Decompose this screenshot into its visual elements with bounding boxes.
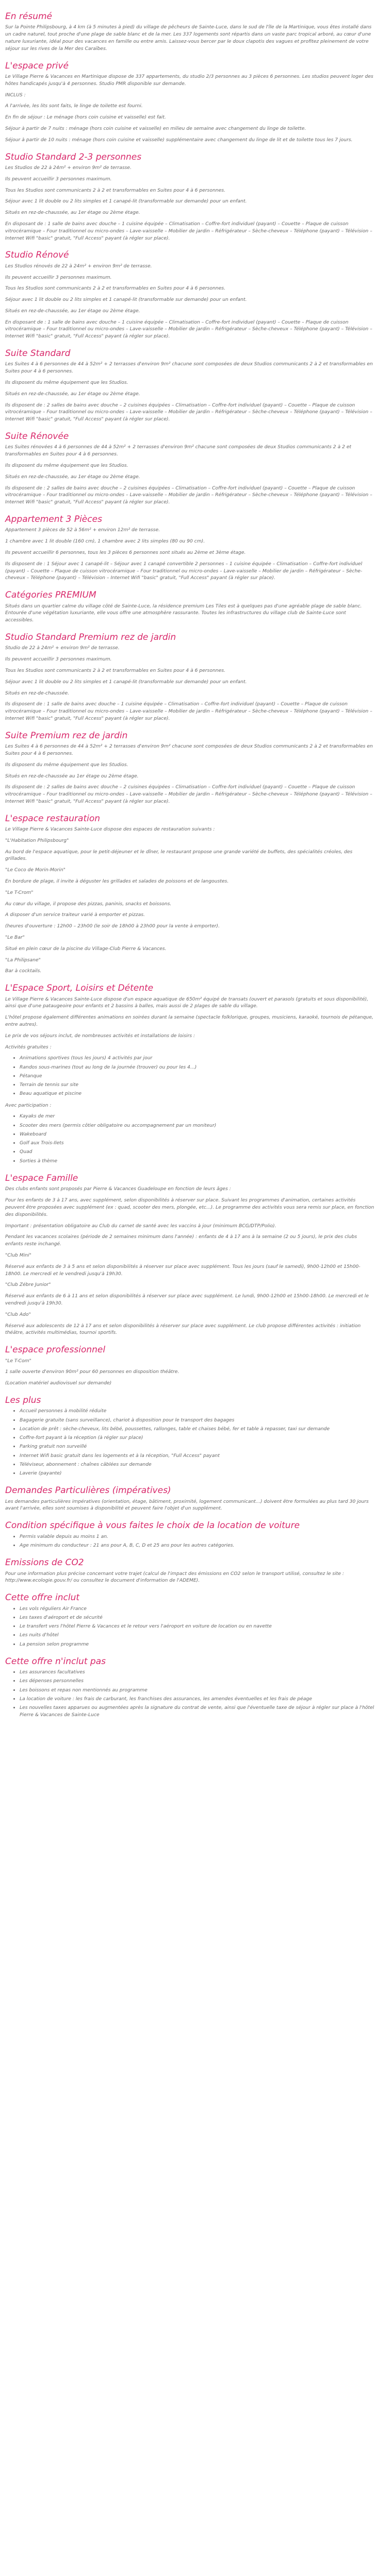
- paragraph: En disposant de : 1 salle de bains avec douche – 1 cuisine équipée – Climatisation – Coffre-fort individuel (payant) – Couette – Plaque de cuisson vitrocéramique – Four traditionnel ou micro-ondes – Lave-vaisselle – Mobilier de jardin – Réfrigérateur – Sèche-cheveux – Téléphone (payant) – Télévision – Internet Wifi "basic" gratuit, "Full Access" payant (à régler sur place).: [5, 319, 372, 340]
- list-item: • Les dépenses personnelles: [20, 1677, 376, 1685]
- section-suite-standard: [5, 348, 376, 423]
- paragraph: Tous les Studios sont communicants 2 à 2 et transformables en Suites pour 4 à 6 personnes.: [5, 285, 225, 292]
- section-lespace-famille: [5, 1173, 376, 1336]
- list-item: • La location de voiture : les frais de carburant, les franchises des assurances, les amendes éventuelles et les frais de péage: [20, 1696, 376, 1703]
- paragraph: 1 chambre avec 1 lit double (160 cm), 1 chambre avec 2 lits simples (80 ou 90 cm).: [5, 538, 205, 545]
- paragraph: Ils disposent de : 1 Séjour avec 1 canapé-lit – Séjour avec 1 canapé convertible 2 personnes – 1 cuisine équipée – Climatisation – Coffre-fort individuel (payant) – Couette – Plaque de cuisson vitrocéramique – Four traditionnel ou micro-ondes – Lave-vaisselle – Mobilier de jardin – Réfrigérateur – Sèche-cheveux – Téléphone (payant) – Télévision – Internet Wifi "basic" gratuit, "Full Access" payant (à régler sur place).: [5, 561, 363, 581]
- paragraph: Les Suites 4 à 6 personnes de 44 à 52m² + 2 terrasses d'environ 9m² chacune sont composées de deux Studios communicants 2 à 2 et transformables en Suites pour 4 à 6 personnes.: [5, 361, 373, 375]
- list-item: • Les boissons et repas non mentionnés au programme: [20, 1687, 376, 1694]
- paragraph: A disposer d'un service traiteur varié à emporter et pizzas.: [5, 912, 145, 918]
- list-item: • Coffre-fort payant à la réception (à régler sur place): [20, 1434, 376, 1442]
- paragraph: Studio de 22 à 24m² + environ 9m² de terrasse.: [5, 645, 120, 651]
- paragraph: Ils disposent de : 2 salles de bains avec douche – 2 cuisines équipées – Climatisation – Coffre-fort individuel (payant) – Couette – Plaque de cuisson vitrocéramique – Four traditionnel ou micro-ondes – Lave-vaisselle – Mobilier de jardin – Réfrigérateur – Sèche-cheveux – Téléphone (payant) – Télévision – Internet Wifi "basic" gratuit, "Full Access" payant (à régler sur place).: [5, 784, 372, 804]
- section-lespace-professionnel: [5, 1345, 376, 1387]
- paragraph: Ils peuvent accueillir 3 personnes maximum.: [5, 274, 112, 280]
- list-item: • Accueil personnes à mobilité réduite: [20, 1408, 376, 1415]
- paragraph: "Le Coco de Morin-Morin": [5, 867, 66, 873]
- paragraph: Ils peuvent accueillir 3 personnes maximum.: [5, 656, 112, 663]
- section-title: Studio Rénové: [5, 250, 69, 261]
- section-title: Suite Premium rez de jardin: [5, 730, 128, 741]
- list-item: • Le transfert vers l'hôtel Pierre & Vacances et le retour vers l'aéroport en voiture de location ou en navette: [20, 1623, 376, 1630]
- paragraph: Tous les Studios sont communicants 2 à 2 et transformables en Suites pour 4 à 6 personnes.: [5, 667, 225, 673]
- section-categories-premium: [5, 590, 376, 624]
- paragraph: A l'arrivée, les lits sont faits, le linge de toilette est fourni.: [5, 103, 143, 109]
- paragraph: Ils disposent du même équipement que les Studios.: [5, 761, 128, 768]
- paragraph: Les Studios rénovés de 22 à 24m² + environ 9m² de terrasse.: [5, 263, 152, 269]
- bullet-list: [5, 1113, 376, 1165]
- paragraph: Les Suites 4 à 6 personnes de 44 à 52m² + 2 terrasses d'environ 9m² chacune sont composées de deux Studios communicants 2 à 2 et transformables en Suites pour 4 à 6 personnes.: [5, 743, 373, 756]
- paragraph: Les Suites rénovées 4 à 6 personnes de 44 à 52m² + 2 terrasses d'environ 9m² chacune sont composées de deux Studios communicants 2 à 2 et transformables en Suites pour 4 à 6 personnes.: [5, 444, 352, 457]
- section-les-plus: [5, 1395, 376, 1477]
- section-lespace-restauration: [5, 814, 376, 975]
- list-item: • Les vols réguliers Air France: [20, 1605, 376, 1613]
- paragraph: Le Village Pierre & Vacances Sainte-Luce dispose d'un espace aquatique de 650m² équipé de transats (ouvert et parasols (gratuits et sous disponibilité), ainsi que d'une pataugeoire pour enfants et 2 bassins à balles, mais aussi de 2 plages de sable du village.: [5, 996, 368, 1009]
- section-cette-offre-ninclut-pas: [5, 1656, 376, 1719]
- paragraph: Situés en rez-de-chaussée, au 1er étage ou 2ème étage.: [5, 473, 140, 480]
- section-title: Studio Standard 2-3 personnes: [5, 151, 142, 162]
- paragraph: Le Village Pierre & Vacances Sainte-Luce dispose des espaces de restauration suivants :: [5, 826, 215, 833]
- paragraph: "La Philipsane": [5, 957, 41, 963]
- paragraph: Ils disposent du même équipement que les Studios.: [5, 463, 128, 469]
- list-item: • Randos sous-marines (tout au long de la journée (trouver) ou pour les 4...): [20, 1064, 376, 1071]
- paragraph: Ils disposent de : 2 salles de bains avec douche – 2 cuisines équipées – Climatisation – Coffre-fort individuel (payant) – Couette – Plaque de cuisson vitrocéramique – Four traditionnel ou micro-ondes – Lave-vaisselle – Mobilier de jardin – Réfrigérateur – Sèche-cheveux – Téléphone (payant) – Télévision – Internet Wifi "basic" gratuit, "Full Access" payant (à régler sur place).: [5, 402, 372, 422]
- list-item: • Les nuits d'hôtel: [20, 1632, 376, 1639]
- list-item: • Les assurances facultatives: [20, 1669, 376, 1676]
- paragraph: Réservé aux enfants de 3 à 5 ans et selon disponibilités à réserver sur place avec supplément. Tous les jours (sauf le samedi), 9h00-12h00 et 15h00-18h00. Le mercredi et le vendredi jusqu'à 19h30.: [5, 1263, 361, 1277]
- section-suite-renovee: [5, 431, 376, 506]
- section-lespace-sport: [5, 983, 376, 1165]
- paragraph: Ils peuvent accueillir 3 personnes maximum.: [5, 176, 112, 182]
- paragraph: Les demandes particulières impératives (orientation, étage, bâtiment, proximité, logement communicant…) doivent être formulées au plus tard 30 jours avant l'arrivée, elles sont soumises à disponibilité et peuvent faire l'objet d'un supplément.: [5, 1498, 369, 1512]
- paragraph: Appartement 3 pièces de 52 à 56m² + environ 12m² de terrasse.: [5, 527, 160, 533]
- list-item: • Parking gratuit non surveillé: [20, 1443, 376, 1450]
- paragraph: Situés en rez-de-chaussée.: [5, 690, 70, 696]
- paragraph: (Location matériel audiovisuel sur demande): [5, 1380, 112, 1386]
- paragraph: "Le Bar": [5, 935, 25, 941]
- list-item: • Animations sportives (tous les jours) 4 activités par jour: [20, 1055, 376, 1062]
- paragraph: En bordure de plage, il invite à déguster les grillades et salades de poissons et de langoustes.: [5, 878, 229, 885]
- paragraph: Situés dans un quartier calme du village côté de Sainte-Luce, la résidence premium Les Tiles est à quelques pas d'une agréable plage de sable blanc. Entourée d'une végétation luxuriante, elle vous offre une atmosphère rassurante. Toutes les infrastructures du village club de Sainte-Luce sont accessibles.: [5, 603, 362, 623]
- paragraph: "Club Ado": [5, 1311, 31, 1317]
- paragraph: Séjour avec 1 lit double ou 2 lits simples et 1 canapé-lit (transformable sur demande) pour un enfant.: [5, 198, 247, 205]
- section-appartement-3-pieces: [5, 514, 376, 582]
- section-title: Cette offre inclut: [5, 1592, 80, 1603]
- bullet-list: [5, 1533, 376, 1550]
- paragraph: En fin de séjour : Le ménage (hors coin cuisine et vaisselle) est fait.: [5, 114, 166, 121]
- section-title: Les plus: [5, 1395, 41, 1405]
- section-title: L'Espace Sport, Loisirs et Détente: [5, 983, 154, 994]
- section-studio-standard: [5, 152, 376, 242]
- paragraph: Ils disposent de : 1 salle de bains avec douche – 1 cuisine équipée – Climatisation – Coffre-fort individuel (payant) – Couette – Plaque de cuisson vitrocéramique – Four traditionnel ou micro-ondes – Lave-vaisselle – Mobilier de jardin – Réfrigérateur – Sèche-cheveux – Téléphone (payant) – Télévision – Internet Wifi "basic" gratuit, "Full Access" payant (à régler sur place).: [5, 701, 372, 721]
- section-cette-offre-inclut: [5, 1592, 376, 1648]
- paragraph: Au cœur du village, il propose des pizzas, paninis, snacks et boissons.: [5, 901, 172, 907]
- section-emissions-co2: [5, 1557, 376, 1584]
- paragraph: Ils peuvent accueillir 6 personnes, tous les 3 pièces 6 personnes sont situés au 2ème et 3ème étage.: [5, 550, 246, 555]
- paragraph: En disposant de : 1 salle de bains avec douche – 1 cuisine équipée – Climatisation – Coffre-fort individuel (payant) – Couette – Plaque de cuisson vitrocéramique – Four traditionnel ou micro-ondes – Lave-vaisselle – Mobilier de jardin – Réfrigérateur – Sèche-cheveux – Téléphone (payant) – Télévision – Internet Wifi "basic" gratuit, "Full Access" payant (à régler sur place).: [5, 221, 372, 241]
- list-item: • Quad: [20, 1148, 376, 1156]
- paragraph: Au bord de l'espace aquatique, pour le petit-déjeuner et le dîner, le restaurant propose une grande variété de buffets, des spécialités créoles, des grillades.: [5, 849, 353, 862]
- paragraph: Bar à cocktails.: [5, 968, 42, 974]
- section-title: Suite Standard: [5, 348, 71, 359]
- paragraph: Important : présentation obligatoire au Club du carnet de santé avec les vaccins à jour (minimum BCG/DTP/Polio).: [5, 1223, 276, 1229]
- section-title: Condition spécifique à vous faites le choix de la location de voiture: [5, 1520, 300, 1531]
- list-item: • Beau aquatique et piscine: [20, 1090, 376, 1097]
- paragraph: Des clubs enfants sont proposés par Pierre & Vacances Guadeloupe en fonction de leurs âges :: [5, 1186, 231, 1192]
- paragraph: Avec participation :: [5, 1102, 52, 1108]
- paragraph: "Club Zébre Junior": [5, 1282, 51, 1288]
- list-item: • Wakeboard: [20, 1131, 376, 1138]
- paragraph: Situés en rez-de-chaussée, au 1er étage ou 2ème étage.: [5, 210, 140, 216]
- section-title: L'espace privé: [5, 60, 69, 71]
- bullet-list: [5, 1055, 376, 1097]
- paragraph: Situés en rez-de-chaussée, au 1er étage ou 2ème étage.: [5, 308, 140, 314]
- paragraph: "Club Mini": [5, 1252, 31, 1258]
- section-condition-location: [5, 1520, 376, 1549]
- list-item: • Location de prêt : sèche-cheveux, lits bébé, poussettes, rallonges, table et chaises bébé, fer et table à repasser, taxi sur demande: [20, 1426, 376, 1433]
- paragraph: 1 salle ouverte d'environ 90m² pour 60 personnes en disposition théâtre.: [5, 1369, 180, 1375]
- paragraph: Le Village Pierre & Vacances en Martinique dispose de 337 appartements, du studio 2/3 personnes au 3 pièces 6 personnes. Les studios peuvent loger des hôtes handicapés jusqu'à 4 personnes. Studio PMR disponible sur demande.: [5, 73, 373, 87]
- section-title: Suite Rénovée: [5, 431, 69, 442]
- section-title: Catégories PREMIUM: [5, 590, 96, 601]
- section-lespace-prive: [5, 61, 376, 144]
- list-item: • Kayaks de mer: [20, 1113, 376, 1120]
- list-item: • Internet Wifi basic gratuit dans les logements et à la réception, "Full Access" payant: [20, 1452, 376, 1460]
- section-title: L'espace restauration: [5, 813, 101, 824]
- list-item: • Les taxes d'aéroport et de sécurité: [20, 1614, 376, 1621]
- list-item: • Golf aux Trois-Ilets: [20, 1140, 376, 1147]
- paragraph: Sur la Pointe Philipsbourg, à 4 km (à 5 minutes à pied) du village de pêcheurs de Sainte-Luce, dans le sud de l'île de la Martinique, vous êtes installé dans un cadre naturel, tout proche d'une plage de sable blanc et de la mer. Les 337 logements sont répartis dans un vaste parc tropical arboré, au cœur d'une nature luxuriante, idéal pour des vacances en famille ou entre amis. Laissez-vous bercer par le doux clapotis des vagues et profitez pleinement de votre séjour sur les rives de la Mer des Caraïbes.: [5, 24, 372, 52]
- section-suite-premium: [5, 731, 376, 805]
- paragraph: Séjour avec 1 lit double ou 2 lits simples et 1 canapé-lit (transformable sur demande) pour un enfant.: [5, 297, 247, 303]
- bullet-list: [5, 1605, 376, 1648]
- paragraph: "Le T-Com": [5, 1358, 31, 1364]
- paragraph: Ils disposent du même équipement que les Studios.: [5, 380, 128, 386]
- paragraph: Réservé aux adolescents de 12 à 17 ans et selon disponibilités à réserver sur place avec supplément. Le club propose différentes activités : initiation théâtre, activités multimédias, tournoi sportifs.: [5, 1323, 361, 1336]
- section-demandes-particulieres: [5, 1485, 376, 1512]
- paragraph: Tous les Studios sont communicants 2 à 2 et transformables en Suites pour 4 à 6 personnes.: [5, 187, 225, 193]
- section-title: Studio Standard Premium rez de jardin: [5, 632, 176, 642]
- paragraph: INCLUS :: [5, 92, 26, 98]
- section-title: En résumé: [5, 11, 53, 22]
- paragraph: "Le T-Crom": [5, 889, 34, 895]
- list-item: • Téléviseur, abonnement : chaînes câblées sur demande: [20, 1461, 376, 1468]
- paragraph: Réservé aux enfants de 6 à 11 ans et selon disponibilités à réserver sur place avec supplément. Le lundi, 9h00-12h00 et 15h00-18h00. Le mercredi et le vendredi jusqu'à 19h30.: [5, 1293, 369, 1306]
- paragraph: Activités gratuites :: [5, 1044, 52, 1050]
- paragraph: Ils disposent de : 2 salles de bains avec douche – 2 cuisines équipées – Climatisation – Coffre-fort individuel (payant) – Couette – Plaque de cuisson vitrocéramique – Four traditionnel ou micro-ondes – Lave-vaisselle – Mobilier de jardin – Réfrigérateur – Sèche-cheveux – Téléphone (payant) – Télévision – Internet Wifi "basic" gratuit, "Full Access" payant (à régler sur place).: [5, 485, 372, 505]
- paragraph: (heures d'ouverture : 12h00 – 23h00 (le soir de 18h00 à 23h00 pour la vente à emporter).: [5, 923, 220, 929]
- paragraph: Pendant les vacances scolaires (période de 2 semaines minimum dans l'année) : enfants de 4 à 17 ans à la semaine (2 ou 5 jours), le prix des clubs enfants reste inchangé.: [5, 1234, 357, 1247]
- section-studio-standard-premium: [5, 632, 376, 722]
- bullet-list: [5, 1669, 376, 1719]
- paragraph: Pour une information plus précise concernant votre trajet (calcul de l'impact des émissions en CO2 selon le transport utilisé, consultez le site : http://www.ecologie.gouv.fr/ ou consultez le document d'information de l'ADEME).: [5, 1570, 344, 1584]
- list-item: • Terrain de tennis sur site: [20, 1081, 376, 1089]
- section-studio-renove: [5, 250, 376, 340]
- list-item: • Les nouvelles taxes apparues ou augmentées après la signature du contrat de vente, ainsi que l'éventuelle taxe de séjour à régler sur place à l'hôtel Pierre & Vacances de Sainte-Luce: [20, 1704, 376, 1719]
- section-en-resume: [5, 11, 376, 53]
- list-item: • Scooter des mers (permis côtier obligatoire ou accompagnement par un moniteur): [20, 1122, 376, 1129]
- bullet-list: [5, 1408, 376, 1477]
- paragraph: Situé en plein cœur de la piscine du Village-Club Pierre & Vacances.: [5, 945, 167, 952]
- list-item: • Laverie (payante): [20, 1470, 376, 1477]
- paragraph: Séjour avec 1 lit double ou 2 lits simples et 1 canapé-lit (transformable sur demande) pour un enfant.: [5, 679, 247, 685]
- paragraph: "L'Habitation Philipsbourg": [5, 837, 69, 843]
- list-item: • Age minimum du conducteur : 21 ans pour A, B, C, D et 25 ans pour les autres catégories.: [20, 1542, 376, 1549]
- paragraph: Situés en rez-de-chaussée au 1er étage ou 2ème étage.: [5, 773, 139, 779]
- section-title: Cette offre n'inclut pas: [5, 1656, 106, 1667]
- section-title: Demandes Particulières (impératives): [5, 1485, 171, 1496]
- list-item: • Bagagerie gratuite (sans surveillance), chariot à disposition pour le transport des bagages: [20, 1417, 376, 1424]
- list-item: • Pétanque: [20, 1073, 376, 1080]
- paragraph: L'hôtel propose également différentes animations en soirées durant la semaine (spectacle folklorique, groupes, musiciens, karaoké, tournois de pétanque, entre autres).: [5, 1014, 373, 1028]
- list-item: • Permis valable depuis au moins 1 an.: [20, 1533, 376, 1540]
- paragraph: Pour les enfants de 3 à 17 ans, avec supplément, selon disponibilités à réserver sur place. Suivant les programmes d'animation, certaines activités peuvent être proposées avec supplément (ex : quad, scooter des mers, plongée, etc...). Le programme des activités vous sera remis sur place, en fonction des disponibilités.: [5, 1197, 374, 1217]
- paragraph: Séjour à partir de 7 nuits : ménage (hors coin cuisine et vaisselle) en milieu de semaine avec changement du linge de toilette.: [5, 125, 306, 131]
- section-title: Emissions de CO2: [5, 1557, 84, 1568]
- list-item: • La pension selon programme: [20, 1641, 376, 1648]
- section-title: L'espace Famille: [5, 1173, 78, 1183]
- paragraph: Les Studios de 22 à 24m² + environ 9m² de terrasse.: [5, 164, 132, 171]
- list-item: • Sorties à thème: [20, 1158, 376, 1165]
- paragraph: Séjour à partir de 10 nuits : ménage (hors coin cuisine et vaisselle) supplémentaire avec changement du linge de lit et de toilette tous les 7 jours.: [5, 137, 353, 143]
- section-title: L'espace professionnel: [5, 1345, 106, 1355]
- section-title: Appartement 3 Pièces: [5, 514, 102, 525]
- paragraph: Le prix de vos séjours inclut, de nombreuses activités et installations de loisirs :: [5, 1032, 196, 1039]
- paragraph: Situés en rez-de-chaussée, au 1er étage ou 2ème étage.: [5, 391, 140, 397]
